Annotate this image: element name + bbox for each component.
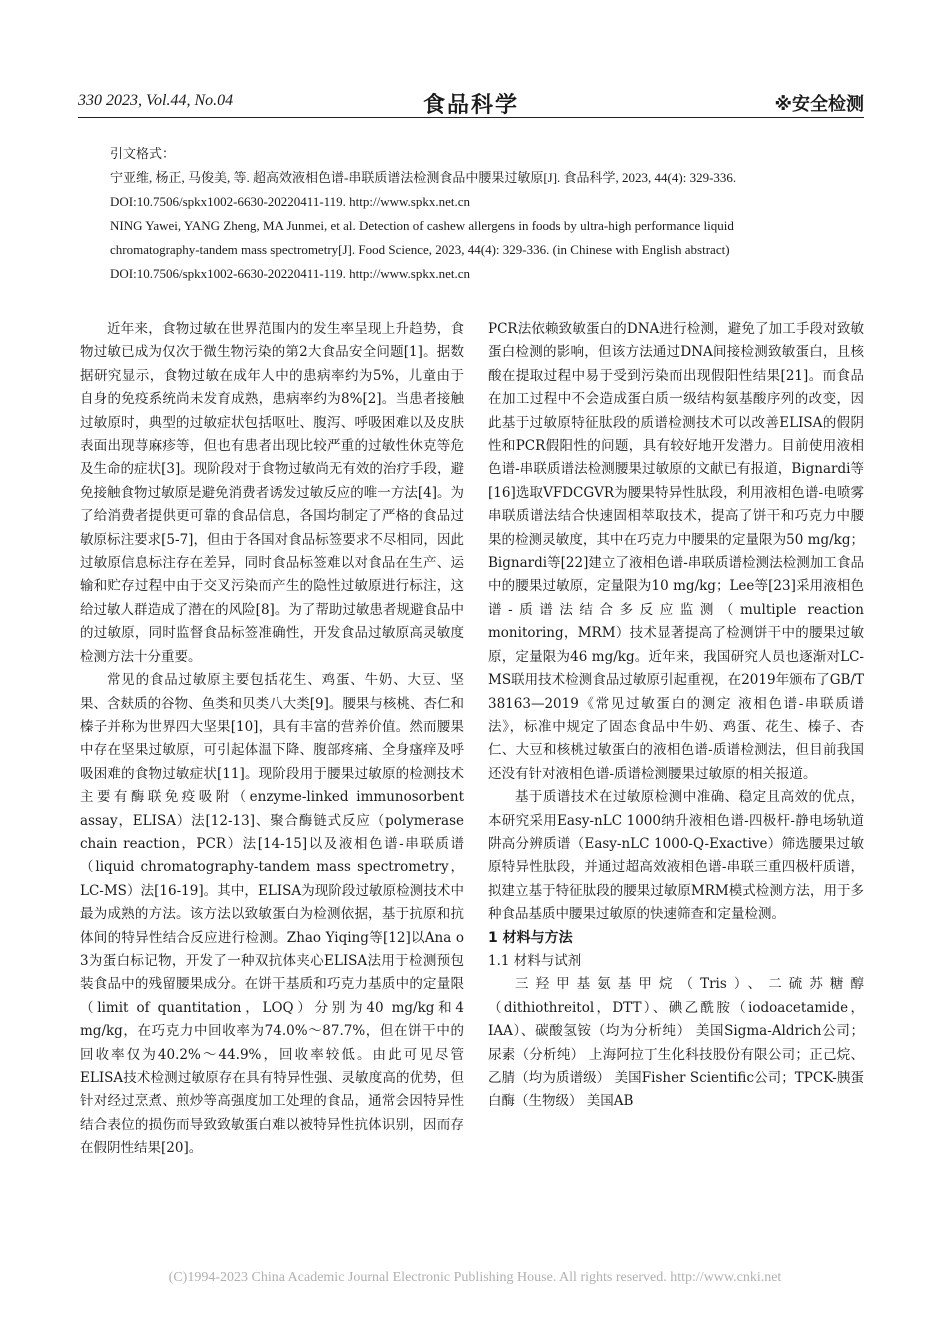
citation-line: NING Yawei, YANG Zheng, MA Junmei, et al. Detection of cashew allergens in foods by ultra-high performance liquid xyxy=(110,218,734,233)
citation-line: 宁亚维, 杨正, 马俊美, 等. 超高效液相色谱-串联质谱法检测食品中腰果过敏原[J]. 食品科学, 2023, 44(4): 329-336. xyxy=(110,170,737,185)
paragraph: 三羟甲基氨基甲烷（Tris）、二硫苏糖醇（dithiothreitol，DTT）、碘乙酰胺（iodoacetamide，IAA）、碳酸氢铵（均为分析纯） 美国Sigma-Aldrich公司；尿素（分析纯） 上海阿拉丁生化科技股份有限公司；正己烷、乙腈（均为质谱级） 美国Fisher Scientific公司；TPCK-胰蛋白酶（生物级） 美国AB xyxy=(488,976,864,1110)
section-heading: 1 材料与方法 xyxy=(488,929,573,946)
page-number-volume: 330 2023, Vol.44, No.04 xyxy=(78,92,234,109)
left-column xyxy=(80,318,464,1161)
subsection-heading: 1.1 材料与试剂 xyxy=(488,952,582,969)
page-header xyxy=(78,88,864,118)
copyright-footer: (C)1994-2023 China Academic Journal Electronic Publishing House. All rights reserved. http://www.cnki.net xyxy=(168,1270,782,1285)
citation-label: 引文格式： xyxy=(110,146,176,161)
header-rule xyxy=(78,117,864,118)
paragraph: 近年来，食物过敏在世界范围内的发生率呈现上升趋势，食物过敏已成为仅次于微生物污染的第2大食品安全问题[1]。据数据研究显示，食物过敏在成年人中的患病率约为5%，儿童由于自身的免疫系统尚未发育成熟，患病率约为8%[2]。当患者接触过敏原时，典型的过敏症状包括呕吐、腹泻、呼吸困难以及皮肤表面出现荨麻疹等，但也有患者出现比较严重的过敏性休克等危及生命的症状[3]。现阶段对于食物过敏尚无有效的治疗手段，避免接触食物过敏原是避免消费者诱发过敏反应的唯一方法[4]。为了给消费者提供更可靠的食品信息，各国均制定了严格的食品过敏原标注要求[5-7]，但由于各国对食品标签要求不尽相同，因此过敏原信息标注存在差异，同时食品标签难以对食品在生产、运输和贮存过程中由于交叉污染而产生的隐性过敏原进行标注，这给过敏人群造成了潜在的风险[8]。为了帮助过敏患者规避食品中的过敏原，同时监督食品标签准确性，开发食品过敏原高灵敏度检测方法十分重要。 xyxy=(80,321,464,665)
section-label: ※安全检测 xyxy=(774,94,864,115)
journal-title: 食品科学 xyxy=(422,93,519,118)
citation-line: chromatography-tandem mass spectrometry[J]. Food Science, 2023, 44(4): 329-336. (in Chinese with English abstract) xyxy=(110,242,730,257)
citation-line: DOI:10.7506/spkx1002-6630-20220411-119. http://www.spkx.net.cn xyxy=(110,266,471,281)
right-column xyxy=(488,318,864,1114)
paragraph: 常见的食品过敏原主要包括花生、鸡蛋、牛奶、大豆、坚果、含麸质的谷物、鱼类和贝类八大类[9]。腰果与核桃、杏仁和榛子并称为世界四大坚果[10]，具有丰富的营养价值。然而腰果中存在坚果过敏原，可引起体温下降、腹部疼痛、全身瘙痒及呼吸困难的食物过敏症状[11]。现阶段用于腰果过敏原的检测技术主要有酶联免疫吸附（enzyme-linked immunosorbent assay，ELISA）法[12-13]、聚合酶链式反应（polymerase chain reaction，PCR）法[14-15]以及液相色谱-串联质谱（liquid chromatography-tandem mass spectrometry，LC-MS）法[16-19]。其中，ELISA为现阶段过敏原检测技术中最为成熟的方法。该方法以致敏蛋白为检测依据，基于抗原和抗体间的特异性结合反应进行检测。Zhao Yiqing等[12]以Ana o 3为蛋白标记物，开发了一种双抗体夹心ELISA法用于检测预包装食品中的残留腰果成分。在饼干基质和巧克力基质中的定量限（limit of quantitation，LOQ）分别为40 mg/kg和4 mg/kg，在巧克力中回收率为74.0%～87.7%，但在饼干中的回收率仅为40.2%～44.9%，回收率较低。由此可见尽管ELISA技术检测过敏原存在具有特异性强、灵敏度高的优势，但针对经过烹煮、煎炒等高强度加工处理的食品，通常会因特异性结合表位的损伤而导致致敏蛋白难以被特异性抗体识别，因而存在假阴性结果[20]。 xyxy=(80,672,464,1157)
citation-block xyxy=(110,142,840,286)
citation-line: DOI:10.7506/spkx1002-6630-20220411-119. http://www.spkx.net.cn xyxy=(110,194,471,209)
paragraph: 基于质谱技术在过敏原检测中准确、稳定且高效的优点，本研究采用Easy-nLC 1000纳升液相色谱-四极杆-静电场轨道阱高分辨质谱（Easy-nLC 1000-Q-Exactive）筛选腰果过敏原特异性肽段，并通过超高效液相色谱-串联三重四极杆质谱，拟建立基于特征肽段的腰果过敏原MRM模式检测方法，用于多种食品基质中腰果过敏原的快速筛查和定量检测。 xyxy=(488,789,864,923)
paragraph: PCR法依赖致敏蛋白的DNA进行检测，避免了加工手段对致敏蛋白检测的影响，但该方法通过DNA间接检测致敏蛋白，且核酸在提取过程中易于受到污染而出现假阳性结果[21]。而食品在加工过程中不会造成蛋白质一级结构氨基酸序列的改变，因此基于过敏原特征肽段的质谱检测技术可以改善ELISA的假阴性和PCR假阳性的问题，具有较好地开发潜力。目前使用液相色谱-串联质谱法检测腰果过敏原的文献已有报道，Bignardi等[16]选取VFDCGVR为腰果特异性肽段，利用液相色谱-电喷雾串联质谱法结合快速固相萃取技术，提高了饼干和巧克力中腰果的检测灵敏度，其中在巧克力中腰果的定量限为50 mg/kg；Bignardi等[22]建立了液相色谱-串联质谱检测法检测加工食品中的腰果过敏原，定量限为10 mg/kg；Lee等[23]采用液相色谱-质谱法结合多反应监测（multiple reaction monitoring，MRM）技术显著提高了检测饼干中的腰果过敏原，定量限为46 mg/kg。近年来，我国研究人员也逐渐对LC-MS联用技术检测食品过敏原引起重视，在2019年颁布了GB/T 38163—2019《常见过敏蛋白的测定 液相色谱-串联质谱法》，标准中规定了固态食品中牛奶、鸡蛋、花生、榛子、杏仁、大豆和核桃过敏蛋白的液相色谱-质谱检测法，但目前我国还没有针对液相色谱-质谱检测腰果过敏原的相关报道。 xyxy=(488,321,864,782)
